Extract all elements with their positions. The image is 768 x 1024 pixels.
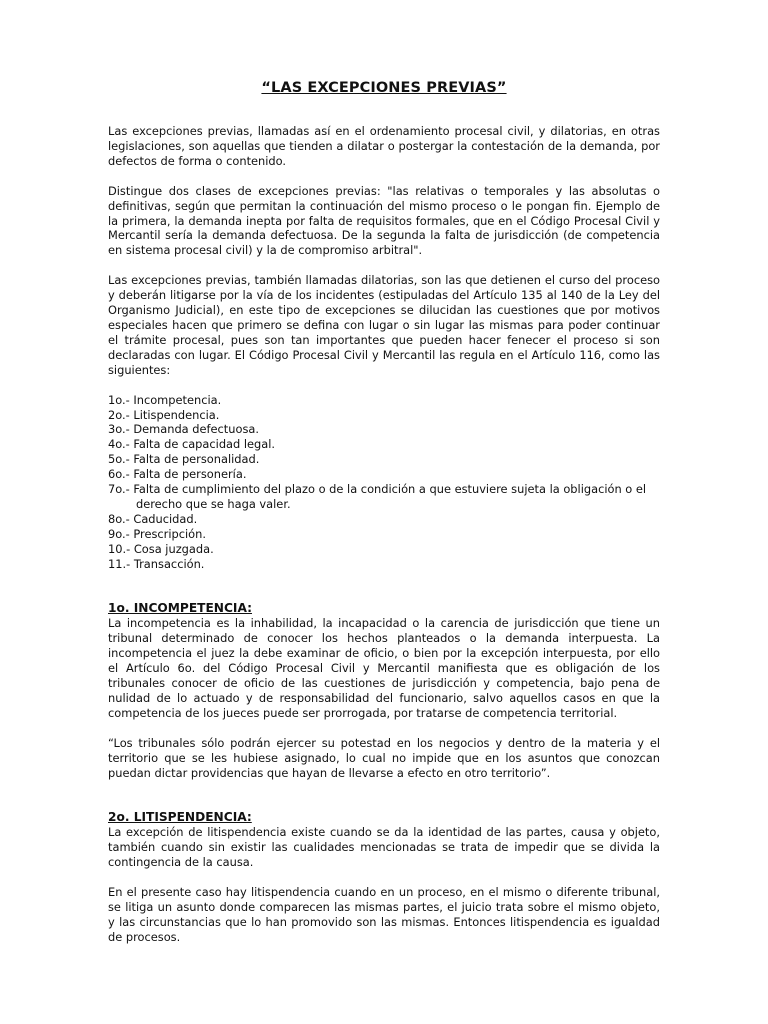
list-item: 2o.- Litispendencia. <box>108 407 220 422</box>
list-item: 9o.- Prescripción. <box>108 526 206 541</box>
section-paragraph: “Los tribunales sólo podrán ejercer su potestad en los negocios y dentro de la materia y el territorio que se les hubiese asignado, lo cual no impide que en los asuntos que conozcan puedan dictar providencias que hayan de llevarse a efecto en otro territorio”. <box>108 735 660 780</box>
section-paragraph: La incompetencia es la inhabilidad, la incapacidad o la carencia de jurisdicción que tiene un tribunal determinado de conocer los hechos planteados o la demanda interpuesta. La incompetencia el juez la debe examinar de oficio, o bien por la excepción interpuesta, por ello el Artículo 6o. del Código Procesal Civil y Mercantil manifiesta que es obligación de los tribunales conocer de oficio de las cuestiones de jurisdicción y competencia, bajo pena de nulidad de lo actuado y de responsabilidad del funcionario, salvo aquellos casos en que la competencia de los jueces puede ser prorrogada, por tratarse de competencia territorial. <box>108 616 660 720</box>
list-item: 4o.- Falta de capacidad legal. <box>108 437 276 452</box>
exceptions-list <box>108 393 660 572</box>
list-item: 1o.- Incompetencia. <box>108 392 222 407</box>
list-item: 6o.- Falta de personería. <box>108 467 247 482</box>
list-item: 8o.- Caducidad. <box>108 511 198 526</box>
intro-paragraph: Las excepciones previas, también llamadas dilatorias, son las que detienen el curso del proceso y deberán litigarse por la vía de los incidentes (estipuladas del Artículo 135 al 140 de la Ley del Organismo Judicial), en este tipo de excepciones se dilucidan las cuestiones que por motivos especiales hacen que primero se defina con lugar o sin lugar las mismas para poder continuar el trámite procesal, pues son tan importantes que pueden hacer fenecer el proceso si son declaradas con lugar. El Código Procesal Civil y Mercantil las regula en el Artículo 116, como las siguientes: <box>108 273 660 377</box>
section-incompetencia <box>108 601 660 780</box>
intro-paragraph: Distingue dos clases de excepciones previas: "las relativas o temporales y las absolutas o definitivas, según que permitan la continuación del mismo proceso o le pongan fin. Ejemplo de la primera, la demanda inepta por falta de requisitos formales, que en el Código Procesal Civil y Mercantil sería la demanda defectuosa. De la segunda la falta de jurisdicción (de competencia en sistema procesal civil) y la de compromiso arbitral". <box>108 183 660 258</box>
intro-paragraph: Las excepciones previas, llamadas así en el ordenamiento procesal civil, y dilatorias, en otras legislaciones, son aquellas que tienden a dilatar o postergar la contestación de la demanda, por defectos de forma o contenido. <box>108 124 660 168</box>
list-item: 5o.- Falta de personalidad. <box>108 452 260 467</box>
section-litispendencia <box>108 810 660 944</box>
section-heading: 2o. LITISPENDENCIA: <box>108 810 252 825</box>
list-item: 3o.- Demanda defectuosa. <box>108 422 259 437</box>
section-paragraph: La excepción de litispendencia existe cuando se da la identidad de las partes, causa y objeto, también cuando sin existir las cualidades mencionadas se trata de impedir que se divida la contingencia de la causa. <box>108 825 660 870</box>
list-item: 11.- Transacción. <box>108 556 205 571</box>
section-heading: 1o. INCOMPETENCIA: <box>108 601 253 616</box>
section-paragraph: En el presente caso hay litispendencia cuando en un proceso, en el mismo o diferente tribunal, se litiga un asunto donde comparecen las mismas partes, el juicio trata sobre el mismo objeto, y las circunstancias que lo han promovido son las mismas. Entonces litispendencia es igualdad de procesos. <box>108 885 660 944</box>
document-title: “LAS EXCEPCIONES PREVIAS” <box>261 80 507 96</box>
list-item: 10.- Cosa juzgada. <box>108 541 214 556</box>
list-item: 7o.- Falta de cumplimiento del plazo o de la condición a que estuviere sujeta la obligación o el derecho que se haga valer. <box>108 482 647 511</box>
